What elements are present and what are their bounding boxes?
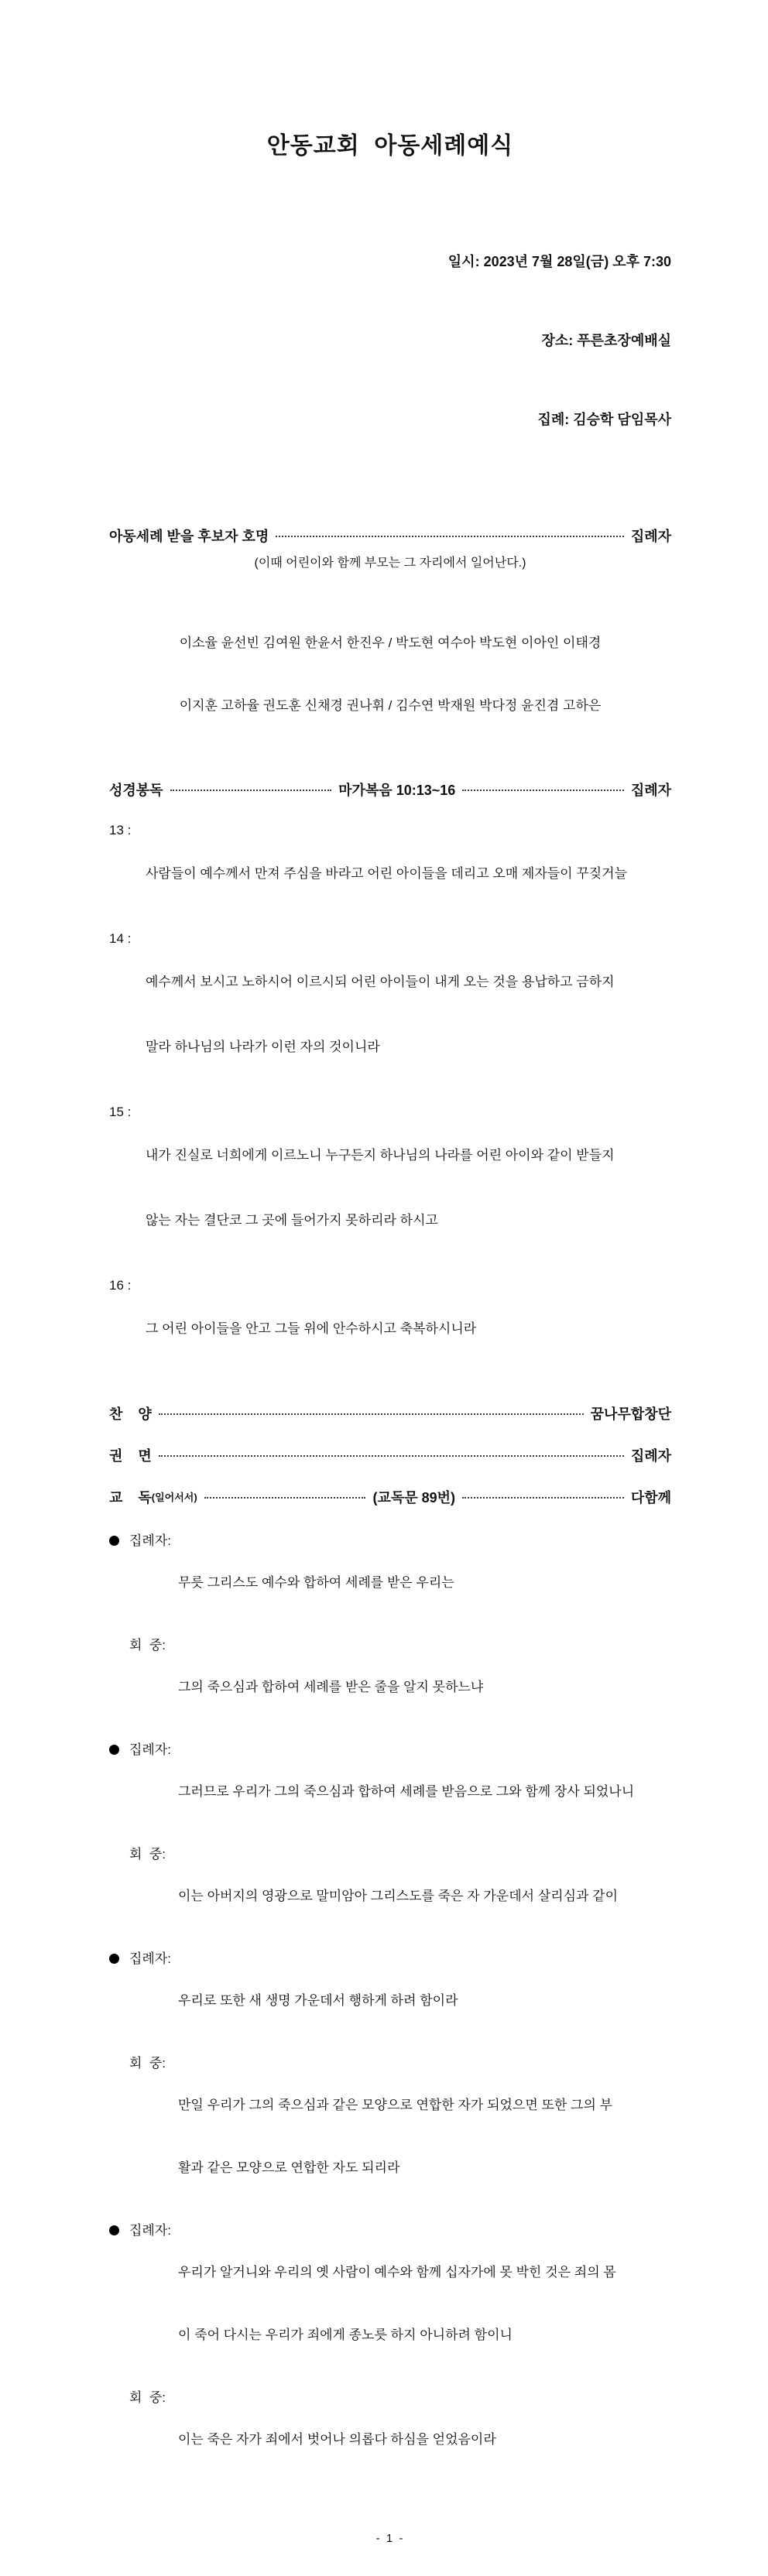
- dotted-leader: [462, 1497, 624, 1499]
- dialog-row: [109, 1948, 671, 2053]
- verse-number: 16 :: [109, 1278, 132, 1293]
- dialog-row: [109, 2053, 671, 2220]
- dialog-row: [109, 1635, 671, 1739]
- dotted-leader: [276, 536, 624, 537]
- bullet-cell: [109, 1948, 129, 2053]
- dotted-leader: [170, 790, 332, 791]
- performer-label: 집례자: [630, 1448, 671, 1464]
- program-item-responsive-reading: [109, 1488, 671, 1507]
- program-item-label: 아동세례 받을 후보자 호명: [109, 529, 269, 544]
- speaker-label: 회 중:: [129, 1638, 166, 1653]
- program-item-calling: [109, 527, 671, 546]
- dialog-line: 이는 아버지의 영광으로 말미암아 그리스도를 죽은 자 가운데서 살리심과 같이: [178, 1889, 619, 1903]
- bullet-cell: [109, 2053, 129, 2220]
- stand-note: (이때 어린이와 함께 부모는 그 자리에서 일어난다.): [254, 557, 526, 570]
- bullet-cell: [109, 2220, 129, 2387]
- speaker-label: 집례자:: [129, 1742, 171, 1757]
- verse-line: 않는 자는 결단코 그 곳에 들어가지 못하리라 하시고: [146, 1213, 438, 1228]
- verse-line: 그 어린 아이들을 안고 그들 위에 안수하시고 축복하시니라: [146, 1321, 477, 1336]
- verse-row: [109, 820, 671, 928]
- verse-row: [109, 928, 671, 1101]
- verse-text: [146, 1275, 671, 1383]
- program-item-exhortation: [109, 1447, 671, 1465]
- program-item-label: 성경봉독: [109, 783, 163, 798]
- dotted-leader: [204, 1497, 366, 1499]
- verse-number: 13 :: [109, 823, 132, 838]
- dialog-text: [178, 1844, 671, 1948]
- dialog-row: [109, 1530, 671, 1635]
- dialog-line: 그러므로 우리가 그의 죽으심과 합하여 세례를 받음으로 그와 함께 장사 되었나니: [178, 1784, 635, 1799]
- document-page: [109, 0, 671, 2576]
- dotted-leader: [159, 1455, 624, 1457]
- verse-row: [109, 1101, 671, 1275]
- verse-row: [109, 1275, 671, 1383]
- verse-text: [146, 820, 671, 928]
- dialog-text: [178, 2387, 671, 2492]
- bullet-cell: [109, 2387, 129, 2492]
- candidate-names: [109, 591, 671, 758]
- dotted-leader: [462, 790, 624, 791]
- dialog-row: [109, 2220, 671, 2387]
- event-datetime: 일시: 2023년 7월 28일(금) 오후 7:30: [447, 254, 671, 269]
- performer-label: 집례자: [630, 783, 672, 798]
- scripture-passage: 마가복음 10:13~16: [338, 783, 456, 798]
- document-title: 안동교회 아동세례예식: [266, 133, 514, 159]
- responsive-reading-number: (교독문 89번): [372, 1490, 456, 1506]
- performer-label: 다함께: [630, 1490, 671, 1506]
- candidate-names-line: 이지훈 고하율 권도훈 신채경 권나휘 / 김수연 박재원 박다정 윤진겸 고하은: [179, 698, 602, 713]
- verse-line: 말라 하나님의 나라가 이런 자의 것이니라: [146, 1040, 380, 1054]
- scripture-verses: [109, 820, 671, 1383]
- bullet-cell: [109, 1739, 129, 1844]
- verse-number: 15 :: [109, 1105, 132, 1119]
- verse-text: [146, 1101, 671, 1275]
- speaker-label: 집례자:: [129, 1533, 171, 1548]
- dialog-line: 만일 우리가 그의 죽으심과 같은 모양으로 연합한 자가 되었으면 또한 그의 부: [178, 2098, 613, 2112]
- dialog-text: [178, 2053, 671, 2220]
- performer-label: 꿈나무합창단: [590, 1406, 671, 1422]
- performer-label: 집례자: [630, 529, 671, 544]
- verse-line: 예수께서 보시고 노하시어 이르시되 어린 아이들이 내게 오는 것을 용납하고 금하지: [146, 975, 615, 989]
- verse-line: 내가 진실로 너희에게 이르노니 누구든지 하나님의 나라를 어린 아이와 같이 받들지: [146, 1148, 615, 1163]
- page-number: - 1 -: [375, 2532, 405, 2545]
- program-item-label: 찬 양: [109, 1406, 152, 1422]
- responsive-reading-dialog: [109, 1530, 671, 2492]
- bullet-cell: [109, 1635, 129, 1739]
- candidate-names-line: 이소율 윤선빈 김여원 한윤서 한진우 / 박도현 여수아 박도현 이아인 이태경: [179, 635, 602, 650]
- bullet-cell: [109, 1844, 129, 1948]
- dialog-row: [109, 1739, 671, 1844]
- dialog-text: [178, 2220, 671, 2387]
- speaker-label: 회 중:: [129, 1847, 166, 1862]
- program-item-label: 교 독: [109, 1490, 152, 1506]
- verse-line: 사람들이 예수께서 만져 주심을 바라고 어린 아이들을 데리고 오매 제자들이 꾸짖거늘: [146, 866, 628, 881]
- speaker-label: 회 중:: [129, 2056, 166, 2071]
- bullet-icon: [109, 1954, 119, 1964]
- verse-text: [146, 928, 671, 1101]
- event-info-block: [109, 196, 671, 485]
- dialog-text: [178, 1530, 671, 1635]
- dialog-line: 이는 죽은 자가 죄에서 벗어나 의롭다 하심을 얻었음이라: [178, 2432, 496, 2447]
- dialog-line: 이 죽어 다시는 우리가 죄에게 종노릇 하지 아니하려 함이니: [178, 2328, 513, 2342]
- speaker-label: 집례자:: [129, 1951, 171, 1966]
- dialog-row: [109, 1844, 671, 1948]
- dialog-line: 그의 죽으심과 합하여 세례를 받은 줄을 알지 못하느냐: [178, 1680, 484, 1694]
- bullet-icon: [109, 1536, 119, 1546]
- speaker-label: 회 중:: [129, 2390, 166, 2405]
- dialog-line: 우리로 또한 새 생명 가운데서 행하게 하려 함이라: [178, 1993, 458, 2008]
- bullet-cell: [109, 1530, 129, 1635]
- dialog-line: 무릇 그리스도 예수와 합하여 세례를 받은 우리는: [178, 1575, 454, 1590]
- event-officiant: 집례: 김승학 담임목사: [537, 412, 671, 427]
- dialog-line: 활과 같은 모양으로 연합한 자도 되리라: [178, 2160, 400, 2175]
- bullet-icon: [109, 2225, 119, 2235]
- program-item-praise: [109, 1405, 671, 1423]
- dialog-text: [178, 1739, 671, 1844]
- speaker-label: 집례자:: [129, 2223, 171, 2238]
- bullet-icon: [109, 1745, 119, 1755]
- program-item-scripture: [109, 781, 671, 800]
- dialog-row: [109, 2387, 671, 2492]
- dialog-text: [178, 1635, 671, 1739]
- dialog-line: 우리가 알거니와 우리의 옛 사람이 예수와 함께 십자가에 못 박힌 것은 죄의 몸: [178, 2265, 616, 2280]
- stand-instruction: (일어서서): [151, 1492, 197, 1503]
- verse-number: 14 :: [109, 931, 132, 946]
- dotted-leader: [159, 1413, 584, 1415]
- event-location: 장소: 푸른초장예배실: [541, 333, 671, 348]
- program-item-label: 권 면: [109, 1448, 152, 1464]
- dialog-text: [178, 1948, 671, 2053]
